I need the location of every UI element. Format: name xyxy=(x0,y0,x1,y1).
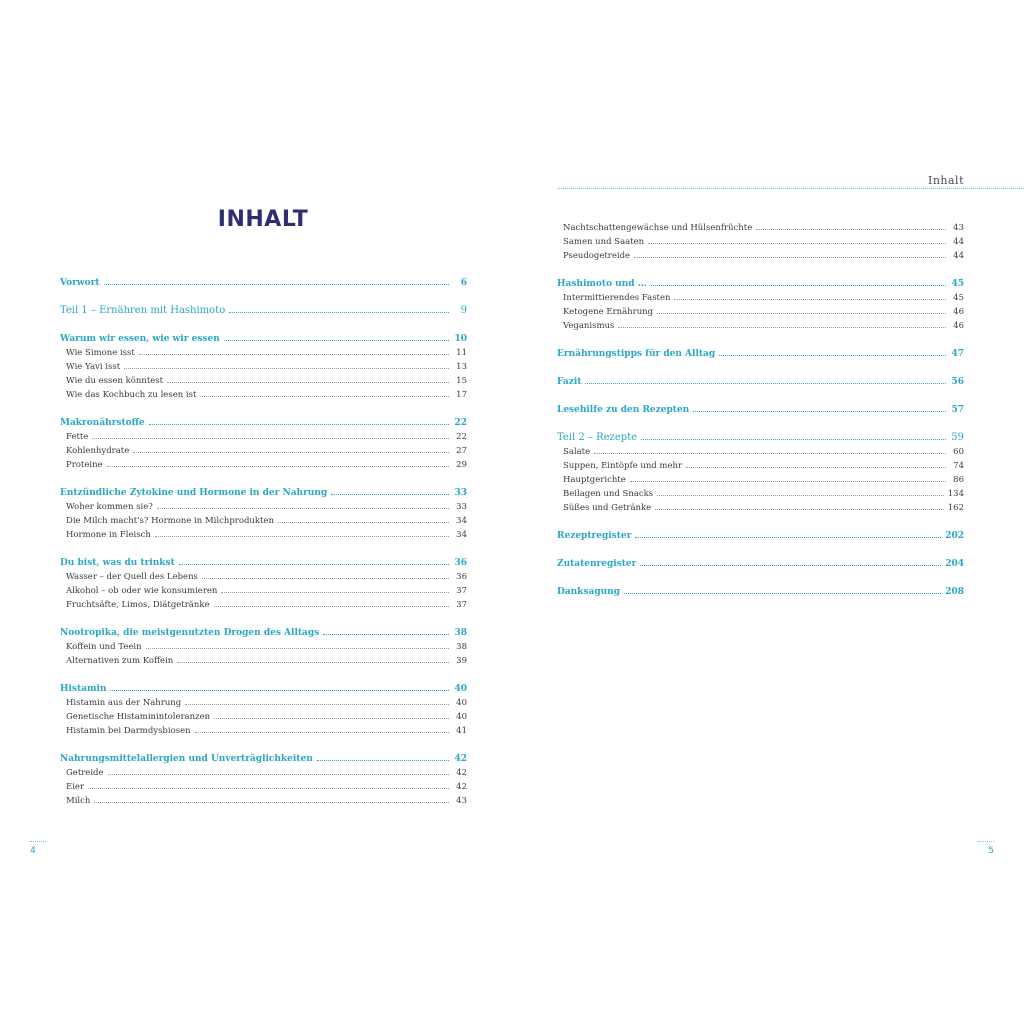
toc-spacer xyxy=(557,543,964,557)
toc-spacer xyxy=(557,333,964,347)
toc-entry-label: Fazit xyxy=(557,377,582,387)
toc-entry-sub[interactable] xyxy=(60,766,467,780)
running-head: Inhalt xyxy=(927,174,964,187)
toc-spacer xyxy=(557,515,964,529)
toc-spacer xyxy=(557,389,964,403)
folio-ornament-right xyxy=(978,841,994,842)
toc-entry-page-number: 47 xyxy=(951,349,964,359)
dot-leader xyxy=(651,284,946,286)
toc-entry-chapter[interactable] xyxy=(60,682,467,696)
toc-spacer xyxy=(60,738,467,752)
toc-entry-label: Koffein und Teein xyxy=(66,642,142,652)
dot-leader xyxy=(323,633,449,635)
toc-entry-label: Veganismus xyxy=(563,321,615,331)
toc-entry-sub[interactable] xyxy=(60,570,467,584)
dot-leader xyxy=(110,689,449,691)
toc-entry-sub[interactable] xyxy=(60,780,467,794)
toc-entry-page-number: 27 xyxy=(456,446,467,456)
toc-entry-label: Alkohol – ob oder wie konsumieren xyxy=(66,586,218,596)
toc-entry-sub[interactable] xyxy=(557,487,964,501)
dot-leader xyxy=(146,647,449,649)
toc-entry-part[interactable] xyxy=(60,304,467,318)
dot-leader xyxy=(108,773,449,775)
toc-entry-page-number: 33 xyxy=(454,488,467,498)
toc-entry-sub[interactable] xyxy=(557,221,964,235)
toc-entry-page-number: 40 xyxy=(456,712,467,722)
toc-entry-label: Die Milch macht's? Hormone in Milchprodukten xyxy=(66,516,274,526)
toc-entry-label: Wie Simone isst xyxy=(66,348,135,358)
toc-entry-sub[interactable] xyxy=(557,291,964,305)
toc-entry-sub[interactable] xyxy=(60,528,467,542)
dot-leader xyxy=(634,256,946,258)
dot-leader xyxy=(167,381,449,383)
toc-entry-label: Vorwort xyxy=(60,278,100,288)
toc-spacer xyxy=(60,612,467,626)
toc-entry-sub[interactable] xyxy=(60,388,467,402)
dot-leader xyxy=(149,423,449,425)
dot-leader xyxy=(655,508,944,510)
toc-entry-chapter[interactable] xyxy=(557,529,964,543)
toc-entry-sub[interactable] xyxy=(60,500,467,514)
dot-leader xyxy=(200,395,449,397)
toc-spacer xyxy=(557,417,964,431)
dot-leader xyxy=(107,465,449,467)
dot-leader xyxy=(157,507,449,509)
toc-entry-label: Suppen, Eintöpfe und mehr xyxy=(563,461,683,471)
dot-leader xyxy=(202,577,449,579)
toc-entry-sub[interactable] xyxy=(60,584,467,598)
toc-entry-page-number: 45 xyxy=(953,293,964,303)
toc-entry-page-number: 46 xyxy=(953,307,964,317)
toc-entry-label: Genetische Histaminintoleranzen xyxy=(66,712,211,722)
dot-leader xyxy=(179,563,449,565)
dot-leader xyxy=(657,312,946,314)
folio-ornament-left xyxy=(30,841,46,842)
dot-leader xyxy=(278,521,449,523)
dot-leader xyxy=(221,591,449,593)
right-page xyxy=(512,0,1024,1024)
toc-entry-label: Wie das Kochbuch zu lesen ist xyxy=(66,390,197,400)
toc-entry-label: Rezeptregister xyxy=(557,531,632,541)
dot-leader xyxy=(214,717,449,719)
toc-entry-page-number: 41 xyxy=(456,726,467,736)
toc-entry-page-number: 22 xyxy=(456,432,467,442)
toc-entry-label: Milch xyxy=(66,796,91,806)
toc-spacer xyxy=(60,668,467,682)
toc-entry-label: Beilagen und Snacks xyxy=(563,489,654,499)
toc-entry-page-number: 40 xyxy=(456,698,467,708)
toc-entry-label: Wie Yavi isst xyxy=(66,362,121,372)
dot-leader xyxy=(195,731,449,733)
toc-entry-page-number: 74 xyxy=(953,461,964,471)
toc-entry-label: Nahrungsmittelallergien und Unverträglichkeiten xyxy=(60,754,313,764)
dot-leader xyxy=(686,466,946,468)
toc-entry-page-number: 60 xyxy=(953,447,964,457)
dot-leader xyxy=(657,494,944,496)
toc-entry-sub[interactable] xyxy=(557,459,964,473)
dot-leader xyxy=(94,801,449,803)
toc-spacer xyxy=(557,571,964,585)
toc-entry-page-number: 42 xyxy=(454,754,467,764)
toc-entry-chapter[interactable] xyxy=(60,626,467,640)
toc-entry-page-number: 37 xyxy=(456,586,467,596)
dot-leader xyxy=(635,536,941,538)
toc-entry-chapter[interactable] xyxy=(557,557,964,571)
page-title: INHALT xyxy=(217,207,309,232)
toc-entry-page-number: 57 xyxy=(951,405,964,415)
toc-entry-chapter[interactable] xyxy=(557,585,964,599)
toc-entry-sub[interactable] xyxy=(60,724,467,738)
toc-entry-label: Danksagung xyxy=(557,587,620,597)
dot-leader xyxy=(185,703,449,705)
dot-leader xyxy=(640,564,941,566)
toc-entry-label: Teil 1 – Ernähren mit Hashimoto xyxy=(60,305,226,316)
toc-entry-page-number: 13 xyxy=(456,362,467,372)
toc-entry-label: Getreide xyxy=(66,768,104,778)
toc-spacer xyxy=(60,290,467,304)
running-head-rule xyxy=(557,188,1024,189)
toc-entry-sub[interactable] xyxy=(557,473,964,487)
toc-entry-label: Samen und Saaten xyxy=(563,237,645,247)
toc-entry-sub[interactable] xyxy=(60,794,467,808)
toc-entry-label: Hormone in Fleisch xyxy=(66,530,151,540)
dot-leader xyxy=(104,283,449,285)
toc-entry-page-number: 43 xyxy=(456,796,467,806)
toc-entry-chapter[interactable] xyxy=(60,416,467,430)
toc-entry-chapter[interactable] xyxy=(60,332,467,346)
toc-entry-page-number: 134 xyxy=(947,489,964,499)
toc-entry-page-number: 11 xyxy=(456,348,467,358)
dot-leader xyxy=(693,410,946,412)
toc-entry-label: Warum wir essen, wie wir essen xyxy=(60,334,220,344)
dot-leader xyxy=(594,452,946,454)
toc-spacer xyxy=(60,472,467,486)
toc-entry-chapter[interactable] xyxy=(557,403,964,417)
toc-entry-label: Histamin xyxy=(60,684,107,694)
toc-entry-label: Entzündliche Zytokine und Hormone in der Nahrung xyxy=(60,488,328,498)
toc-entry-page-number: 59 xyxy=(951,432,964,443)
toc-entry-page-number: 86 xyxy=(953,475,964,485)
page-number-right: 5 xyxy=(988,846,994,856)
toc-entry-label: Salate xyxy=(563,447,591,457)
toc-entry-sub[interactable] xyxy=(60,430,467,444)
toc-list-left xyxy=(60,276,467,808)
toc-entry-label: Alternativen zum Koffein xyxy=(66,656,174,666)
toc-entry-chapter[interactable] xyxy=(60,556,467,570)
dot-leader xyxy=(618,326,946,328)
toc-entry-sub[interactable] xyxy=(60,710,467,724)
toc-entry-chapter[interactable] xyxy=(60,752,467,766)
page-number-left: 4 xyxy=(30,846,36,856)
toc-entry-chapter[interactable] xyxy=(557,277,964,291)
dot-leader xyxy=(214,605,449,607)
toc-entry-label: Woher kommen sie? xyxy=(66,502,153,512)
toc-entry-label: Zutatenregister xyxy=(557,559,637,569)
toc-entry-page-number: 208 xyxy=(945,587,964,597)
toc-entry-page-number: 43 xyxy=(953,223,964,233)
dot-leader xyxy=(229,311,449,313)
toc-spacer xyxy=(60,318,467,332)
toc-entry-page-number: 45 xyxy=(951,279,964,289)
toc-entry-page-number: 6 xyxy=(460,278,467,288)
toc-entry-label: Ketogene Ernährung xyxy=(563,307,654,317)
toc-entry-page-number: 56 xyxy=(951,377,964,387)
toc-entry-page-number: 33 xyxy=(456,502,467,512)
toc-entry-sub[interactable] xyxy=(557,249,964,263)
dot-leader xyxy=(585,382,946,384)
toc-entry-chapter[interactable] xyxy=(60,486,467,500)
toc-entry-label: Ernährungstipps für den Alltag xyxy=(557,349,716,359)
toc-entry-page-number: 37 xyxy=(456,600,467,610)
toc-spacer xyxy=(60,402,467,416)
toc-entry-page-number: 34 xyxy=(456,530,467,540)
toc-entry-page-number: 46 xyxy=(953,321,964,331)
toc-entry-chapter[interactable] xyxy=(557,347,964,361)
toc-entry-page-number: 17 xyxy=(456,390,467,400)
toc-entry-page-number: 10 xyxy=(454,334,467,344)
toc-entry-page-number: 42 xyxy=(456,782,467,792)
dot-leader xyxy=(177,661,449,663)
toc-entry-label: Hauptgerichte xyxy=(563,475,626,485)
toc-entry-page-number: 38 xyxy=(454,628,467,638)
dot-leader xyxy=(88,787,449,789)
toc-entry-label: Pseudogetreide xyxy=(563,251,631,261)
toc-entry-sub[interactable] xyxy=(557,445,964,459)
toc-entry-label: Du bist, was du trinkst xyxy=(60,558,175,568)
toc-entry-sub[interactable] xyxy=(60,360,467,374)
toc-entry-page-number: 36 xyxy=(454,558,467,568)
toc-entry-label: Teil 2 – Rezepte xyxy=(557,432,638,443)
toc-entry-label: Wasser – der Quell des Lebens xyxy=(66,572,198,582)
toc-entry-label: Intermittierendes Fasten xyxy=(563,293,671,303)
toc-entry-label: Histamin aus der Nahrung xyxy=(66,698,182,708)
toc-entry-label: Fruchtsäfte, Limos, Diätgetränke xyxy=(66,600,210,610)
toc-entry-sub[interactable] xyxy=(557,305,964,319)
toc-entry-sub[interactable] xyxy=(60,458,467,472)
toc-entry-label: Kohlenhydrate xyxy=(66,446,130,456)
toc-entry-part[interactable] xyxy=(557,431,964,445)
toc-entry-sub[interactable] xyxy=(60,514,467,528)
toc-entry-sub[interactable] xyxy=(60,654,467,668)
dot-leader xyxy=(674,298,946,300)
toc-entry-page-number: 42 xyxy=(456,768,467,778)
toc-entry-label: Histamin bei Darmdysbiosen xyxy=(66,726,191,736)
toc-entry-page-number: 34 xyxy=(456,516,467,526)
toc-entry-sub[interactable] xyxy=(60,640,467,654)
dot-leader xyxy=(641,438,946,440)
dot-leader xyxy=(756,228,946,230)
toc-list-right xyxy=(557,221,964,599)
toc-entry-page-number: 40 xyxy=(454,684,467,694)
toc-entry-label: Proteine xyxy=(66,460,103,470)
toc-entry-sub[interactable] xyxy=(557,319,964,333)
toc-entry-page-number: 202 xyxy=(945,531,964,541)
toc-entry-chapter[interactable] xyxy=(557,375,964,389)
dot-leader xyxy=(133,451,449,453)
toc-spacer xyxy=(557,263,964,277)
dot-leader xyxy=(630,480,946,482)
dot-leader xyxy=(124,367,449,369)
toc-entry-sub[interactable] xyxy=(60,374,467,388)
toc-entry-page-number: 44 xyxy=(953,251,964,261)
dot-leader xyxy=(224,339,449,341)
toc-entry-label: Lesehilfe zu den Rezepten xyxy=(557,405,690,415)
toc-entry-label: Fette xyxy=(66,432,89,442)
toc-entry-page-number: 29 xyxy=(456,460,467,470)
dot-leader xyxy=(331,493,449,495)
dot-leader xyxy=(624,592,941,594)
dot-leader xyxy=(155,535,449,537)
toc-entry-page-number: 9 xyxy=(460,305,467,316)
toc-entry-sub[interactable] xyxy=(60,696,467,710)
toc-entry-page-number: 15 xyxy=(456,376,467,386)
toc-entry-label: Makronährstoffe xyxy=(60,418,145,428)
toc-entry-label: Hashimoto und … xyxy=(557,279,647,289)
toc-entry-sub[interactable] xyxy=(60,444,467,458)
toc-entry-sub[interactable] xyxy=(60,346,467,360)
dot-leader xyxy=(648,242,946,244)
toc-entry-label: Wie du essen könntest xyxy=(66,376,164,386)
toc-entry-chapter[interactable] xyxy=(60,276,467,290)
toc-entry-sub[interactable] xyxy=(557,501,964,515)
toc-entry-page-number: 204 xyxy=(945,559,964,569)
toc-entry-page-number: 162 xyxy=(947,503,964,513)
toc-entry-page-number: 44 xyxy=(953,237,964,247)
toc-entry-page-number: 38 xyxy=(456,642,467,652)
toc-entry-page-number: 36 xyxy=(456,572,467,582)
toc-entry-label: Nachtschattengewächse und Hülsenfrüchte xyxy=(563,223,753,233)
toc-entry-label: Eier xyxy=(66,782,85,792)
toc-spacer xyxy=(60,542,467,556)
dot-leader xyxy=(719,354,946,356)
dot-leader xyxy=(139,353,449,355)
toc-entry-label: Süßes und Getränke xyxy=(563,503,652,513)
toc-entry-page-number: 39 xyxy=(456,656,467,666)
toc-entry-page-number: 22 xyxy=(454,418,467,428)
toc-entry-label: Nootropika, die meistgenutzten Drogen des Alltags xyxy=(60,628,320,638)
dot-leader xyxy=(317,759,449,761)
dot-leader xyxy=(92,437,449,439)
toc-spacer xyxy=(557,361,964,375)
toc-entry-sub[interactable] xyxy=(557,235,964,249)
toc-entry-sub[interactable] xyxy=(60,598,467,612)
